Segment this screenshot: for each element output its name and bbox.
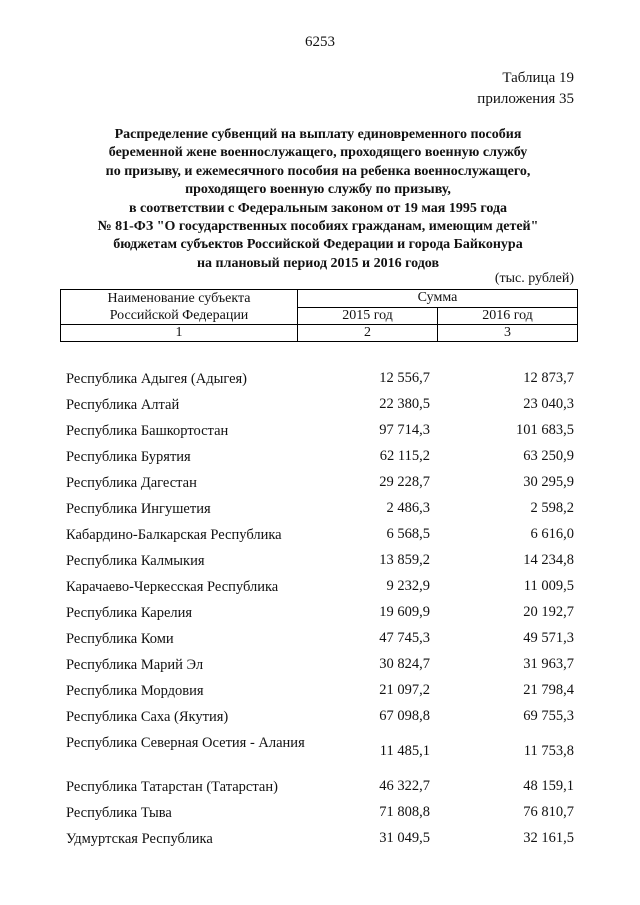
subject-name: Республика Тыва [66,805,172,821]
subject-name: Республика Татарстан (Татарстан) [66,779,278,795]
value-2016: 32 161,5 [523,830,574,846]
table-number: Таблица 19 [502,70,574,86]
value-2015: 13 859,2 [379,552,430,568]
value-2016: 69 755,3 [523,708,574,724]
value-2015: 22 380,5 [379,396,430,412]
header-col-number-3: 3 [438,325,578,342]
value-2015: 67 098,8 [379,708,430,724]
subject-name: Республика Ингушетия [66,501,211,517]
subject-name: Республика Калмыкия [66,553,205,569]
subject-name: Республика Бурятия [66,449,191,465]
value-2015: 6 568,5 [386,526,430,542]
value-2015: 47 745,3 [379,630,430,646]
subject-name: Республика Башкортостан [66,423,229,439]
value-2016: 20 192,7 [523,604,574,620]
value-2015: 12 556,7 [379,370,430,386]
value-2016: 101 683,5 [516,422,574,438]
unit-label: (тыс. рублей) [494,271,574,286]
header-sum: Сумма [298,290,578,308]
subject-name: Республика Мордовия [66,683,204,699]
value-2015: 31 049,5 [379,830,430,846]
header-name-line1: Наименование субъекта [107,291,251,306]
subject-name: Республика Дагестан [66,475,197,491]
value-2016: 14 234,8 [523,552,574,568]
subject-name: Республика Адыгея (Адыгея) [66,371,248,387]
subject-name: Республика Карелия [66,605,193,621]
title-line: в соответствии с Федеральным законом от 19 мая 1995 года [128,200,508,216]
title-line: по призыву, и ежемесячного пособия на ребенка военнослужащего, [105,163,531,179]
page-number: 6253 [305,34,335,50]
value-2016: 31 963,7 [523,656,574,672]
value-2016: 23 040,3 [523,396,574,412]
document-title [60,126,576,273]
value-2016: 2 598,2 [530,500,574,516]
value-2015: 19 609,9 [379,604,430,620]
subject-name: Республика Саха (Якутия) [66,709,229,725]
header-year-2015: 2015 год [298,307,438,325]
table-reference [477,68,574,110]
subject-name: Карачаево-Черкесская Республика [66,579,279,595]
value-2015: 29 228,7 [379,474,430,490]
header-col-number-2: 2 [298,325,438,342]
title-line: проходящего военную службу по призыву, [185,182,451,198]
value-2016: 21 798,4 [523,682,574,698]
title-line: Распределение субвенций на выплату единовременного пособия [114,127,522,142]
value-2015: 21 097,2 [379,682,430,698]
value-2016: 48 159,1 [523,778,574,794]
value-2016: 6 616,0 [530,526,574,542]
title-line: беременной жене военнослужащего, проходящего военную службу [108,145,528,161]
value-2015: 71 808,8 [379,804,430,820]
value-2016: 11 009,5 [523,578,574,594]
value-2015: 2 486,3 [386,500,430,516]
header-name-line2: Российской Федерации [109,308,249,323]
value-2016: 11 753,8 [523,743,574,759]
value-2016: 30 295,9 [523,474,574,490]
header-col-number-1: 1 [61,325,298,342]
value-2015: 46 322,7 [379,778,430,794]
value-2015: 11 485,1 [379,743,430,759]
value-2016: 49 571,3 [523,630,574,646]
appendix-number: приложения 35 [477,91,574,107]
value-2015: 9 232,9 [386,578,430,594]
subject-name: Республика Коми [66,631,174,647]
value-2016: 12 873,7 [523,370,574,386]
subject-name: Республика Северная Осетия - Алания [66,735,305,751]
value-2016: 76 810,7 [523,804,574,820]
title-line: № 81-ФЗ "О государственных пособиях гражданам, имеющим детей" [97,219,539,235]
subject-name: Кабардино-Балкарская Республика [66,527,282,543]
title-line: бюджетам субъектов Российской Федерации и города Байконура [113,237,523,253]
value-2015: 62 115,2 [379,448,430,464]
header-subject-name [61,290,298,325]
value-2016: 63 250,9 [523,448,574,464]
value-2015: 30 824,7 [379,656,430,672]
subject-name: Удмуртская Республика [66,831,213,847]
subject-name: Республика Алтай [66,397,180,413]
table-header [60,289,578,342]
header-year-2016: 2016 год [438,307,578,325]
title-line: на плановый период 2015 и 2016 годов [196,255,440,271]
value-2015: 97 714,3 [379,422,430,438]
subject-name: Республика Марий Эл [66,657,204,673]
